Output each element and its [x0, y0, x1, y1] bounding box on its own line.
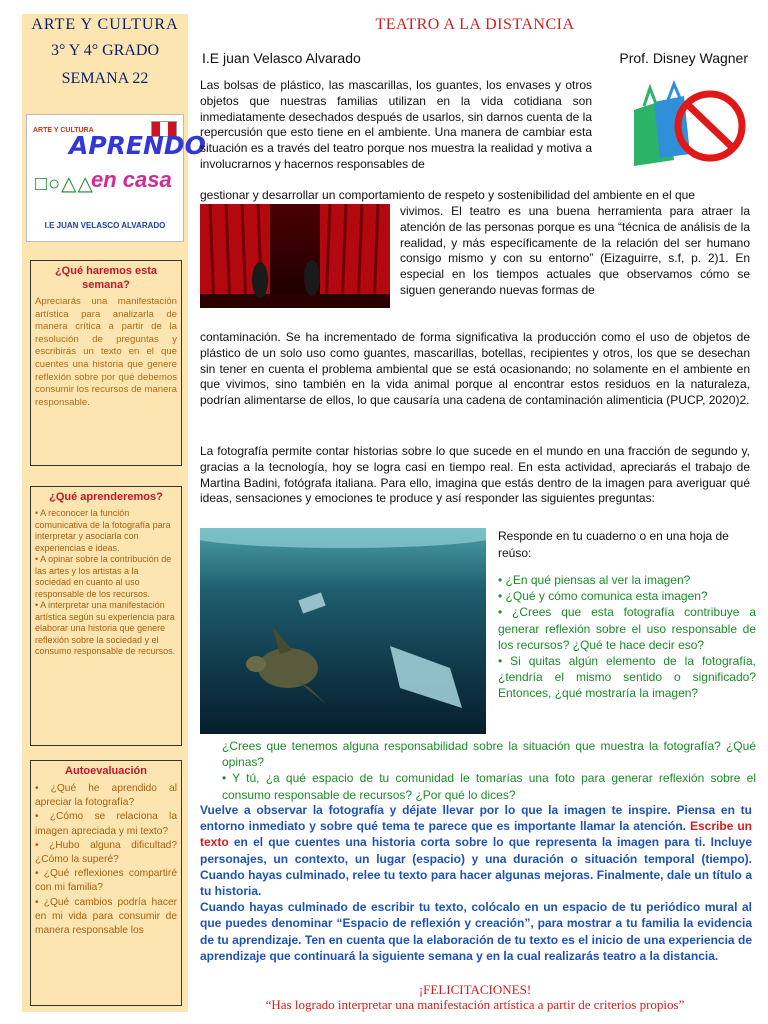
logo-tag: ARTE Y CULTURA: [33, 127, 94, 134]
assessment-item: • ¿Hubo alguna dificultad? ¿Cómo la superé?: [35, 839, 177, 866]
write-text-highlight: Escribe un texto: [200, 819, 752, 850]
logo-aprendo-text: APRENDO: [69, 131, 206, 160]
what-we-will-learn-box: [30, 486, 182, 746]
question-item: • ¿Crees que esta fotografía contribuye a generar reflexión sobre el uso responsable de los recursos? ¿Qué te hace decir eso?: [498, 605, 756, 652]
box-title: Autoevaluación: [65, 765, 147, 777]
school-name: I.E juan Velasco Alvarado: [202, 50, 361, 66]
congratulations-footer: [200, 982, 750, 1012]
question-item: • ¿Qué y cómo comunica esta imagen?: [498, 589, 708, 604]
what-we-will-do-box: [30, 260, 182, 466]
page-title: TEATRO A LA DISTANCIA: [375, 16, 575, 33]
question-item: ¿Crees que tenemos alguna responsabilidad sobre la situación que muestra la fotografía? ¿Qué opinas?: [222, 739, 756, 770]
assessment-item: • ¿Qué reflexiones compartiré con mi familia?: [35, 868, 177, 894]
sea-turtle-masks-photo: [200, 528, 486, 734]
instruction-text: Vuelve a observar la fotografía y déjate llevar por lo que la imagen te inspire. Piensa en tu entorno inmediato y sobre qué tema te parece que es importante llamar la atención.: [200, 803, 752, 834]
instruction-text: Cuando hayas culminado de escribir tu texto, colócalo en un espacio de tu periódico mural al que puedes denominar “Espacio de reflexión y creación”, para mostrar a tu familia la evidencia de tu aprendizaje. Ten en cuenta que la elaboración de tu texto es el inicio de una experiencia de aprendizaje que continuará la siguiente semana y en la cual realizarás teatro a la distancia.: [200, 900, 752, 963]
learn-item: • A reconocer la función comunicativa de la fotografía para interpretar y asociarla con experiencias e ideas.: [35, 508, 171, 553]
teacher-name: Prof. Disney Wagner: [619, 50, 748, 66]
assessment-item: • ¿Cómo se relaciona la imagen apreciada y mi texto?: [35, 811, 177, 837]
question-item: • Si quitas algún elemento de la fotografía, ¿tendría el mismo sentido o significado? Entonces, ¿qué mostraría la imagen?: [498, 654, 756, 701]
shapes-icon: □○△△: [35, 173, 94, 195]
logo-en-casa-text: en casa: [91, 167, 172, 192]
sidebar-header: [24, 16, 186, 88]
question-item: • Y tú, ¿a qué espacio de tu comunidad le tomarías una foto para generar reflexión sobre el consumo responsable de recursos? ¿Por qué lo dices?: [222, 771, 756, 802]
box-text: Apreciarás una manifestación artística para analizarla de manera crítica a partir de la resolución de preguntas y escribirás un texto en el que cuentes una historia que genere reflexión sobre por qué debemos consumir los recursos de manera responsable.: [35, 296, 177, 408]
contamination-paragraph: contaminación. Se ha incrementado de forma significativa la producción como el uso de objetos de plástico de un solo uso como guantes, mascarillas, botellas, recipientes y otros, los que se desechan sin tener en cuenta el problema ambiental que se está ocasionando; no solamente en el ambiente en que vivimos, sino también en la vida animal porque al encontrar estos residuos en la naturaleza, podrían alimentarse de ellos, lo que causaría una cadena de contaminación alimenticia (PUCP, 2020)2.: [200, 330, 750, 408]
question-item: • ¿En qué piensas al ver la imagen?: [498, 573, 691, 587]
intro-paragraph-continued: gestionar y desarrollar un comportamiento de respeto y sostenibilidad del ambiente en el que: [200, 188, 695, 202]
congrats-quote: “Has logrado interpretar una manifestación artística a partir de criterios propios”: [265, 997, 685, 1012]
photography-paragraph: La fotografía permite contar historias sobre lo que sucede en el mundo en una fracción de segundo y, gracias a la tecnología, hoy se logra casi en tiempo real. En esta actividad, apreciarás el trabajo de Martina Badini, fotógrafa italiana. Para ello, imagina que estás dentro de la imagen para averiguar qué ideas, sensaciones y emociones te produce y así responder las siguientes preguntas:: [200, 444, 750, 506]
no-plastic-bags-image: [604, 80, 750, 172]
theater-stage-image: [200, 204, 390, 308]
writing-instructions: [200, 802, 752, 964]
box-title: ¿Qué haremos esta semana?: [54, 265, 158, 291]
question-list: [498, 572, 756, 702]
learn-item: • A interpretar una manifestación artística según su experiencia para elaborar una historia que genere reflexión sobre la sociedad y el consumo responsable de recursos.: [35, 600, 176, 656]
grade-label: 3° Y 4° GRADO: [50, 42, 160, 59]
week-label: SEMANA 22: [61, 70, 149, 87]
instruction-text: en el que cuentes una historia corta sobre lo que representa la imagen para ti. Incluye personajes, un contexto, un lugar (espacio) y una duración o situación temporal (tiempo). Cuando hayas culminado, relee tu texto para hacer algunas mejoras. Finalmente, dale un título a tu historia.: [200, 835, 752, 899]
assessment-item: • ¿Qué cambios podría hacer en mi vida para consumir de manera responsable los: [35, 896, 177, 937]
logo-school-name: I.E JUAN VELASCO ALVARADO: [44, 221, 166, 230]
congrats-title: ¡FELICITACIONES!: [418, 982, 532, 997]
question-list-continued: [222, 738, 756, 803]
aprendo-en-casa-logo: [26, 114, 206, 242]
intro-paragraph: Las bolsas de plástico, las mascarillas, los guantes, los envases y otros objetos que nuestras familias utilizan en la vida cotidiana son inmediatamente desechados después de usarlos, sin darnos cuenta de la repercusión que esto tiene en el ambiente. Una manera de cambiar esta situación es a través del teatro porque nos muestra la realidad y motiva a involucrarnos y hacernos responsables de: [200, 78, 592, 171]
box-title: ¿Qué aprenderemos?: [49, 491, 163, 503]
respond-instruction: Responde en tu cuaderno o en una hoja de reúso:: [498, 529, 729, 560]
assessment-item: • ¿Qué he aprendido al apreciar la fotografía?: [35, 783, 177, 809]
learn-item: • A opinar sobre la contribución de las artes y los artistas a la sociedad en cuanto al uso responsable de los recursos.: [35, 554, 172, 599]
self-assessment-box: [30, 760, 182, 1006]
theater-paragraph: vivimos. El teatro es una buena herramienta para atraer la atención de las personas porque es una “técnica de análisis de la realidad, y más específicamente de la relación del ser humano consigo mismo y con su entorno” (Eizaguirre, s.f, p. 2)1. En especial en los tiempos actuales que observamos cómo se siguen generando nuevas formas de: [400, 204, 750, 297]
subject-title: ARTE Y CULTURA: [31, 16, 179, 33]
